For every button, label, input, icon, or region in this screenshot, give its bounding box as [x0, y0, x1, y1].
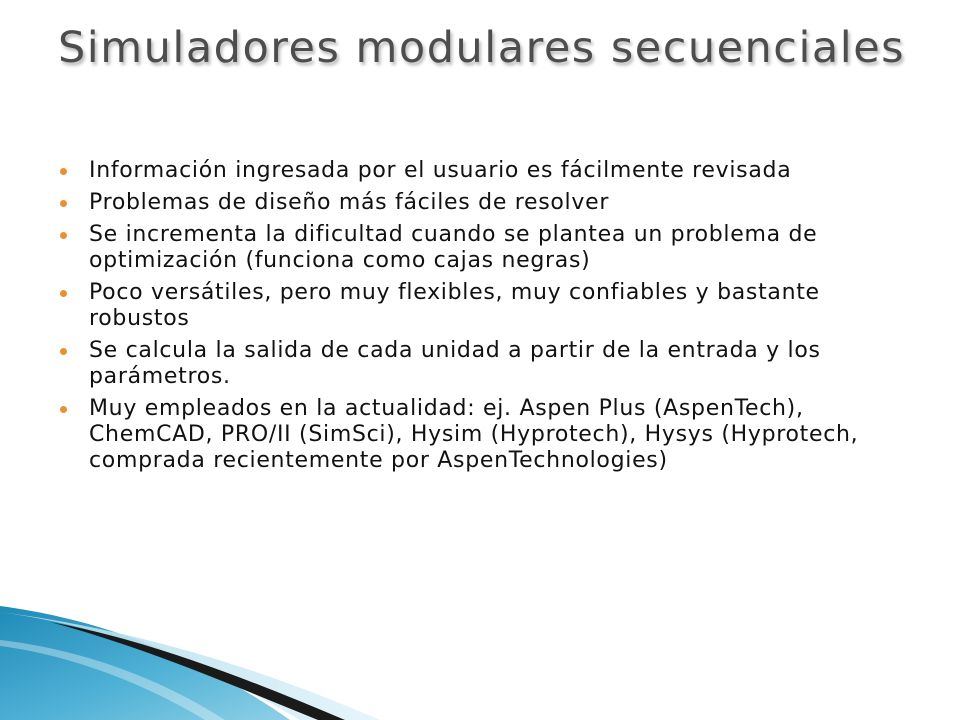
bullet-dot-icon — [60, 348, 67, 355]
slide-title: Simuladores modulares secuenciales — [58, 23, 906, 73]
bullet-text: Muy empleados en la actualidad: ej. Aspen Plus (AspenTech), ChemCAD, PRO/II (SimSci), Hysim (Hyprotech), Hysys (Hyprotech, comprada recientemente por AspenTechnologies) — [89, 396, 859, 473]
bullet-list — [60, 158, 900, 480]
wave-white-highlight — [0, 640, 225, 720]
wave-blue-shape — [0, 606, 290, 720]
bullet-item — [60, 280, 900, 332]
bullet-text: Poco versátiles, pero muy flexibles, muy confiables y bastante robustos — [89, 280, 820, 331]
bullet-item — [60, 222, 900, 274]
bullet-item — [60, 338, 900, 390]
bullet-text: Problemas de diseño más fáciles de resolver — [89, 190, 610, 215]
wave-dark-stroke — [50, 622, 345, 720]
bullet-text: Se calcula la salida de cada unidad a partir de la entrada y los parámetros. — [89, 338, 821, 389]
bullet-dot-icon — [60, 290, 67, 297]
bullet-dot-icon — [60, 168, 67, 175]
bullet-dot-icon — [60, 232, 67, 239]
bullet-item — [60, 396, 900, 474]
wave-light-shape — [0, 612, 380, 720]
bullet-text: Se incrementa la dificultad cuando se plantea un problema de optimización (funciona como cajas negras) — [89, 222, 818, 273]
bullet-dot-icon — [60, 406, 67, 413]
bullet-text: Información ingresada por el usuario es fácilmente revisada — [89, 158, 792, 183]
bullet-dot-icon — [60, 200, 67, 207]
bullet-item — [60, 158, 900, 184]
bullet-item — [60, 190, 900, 216]
